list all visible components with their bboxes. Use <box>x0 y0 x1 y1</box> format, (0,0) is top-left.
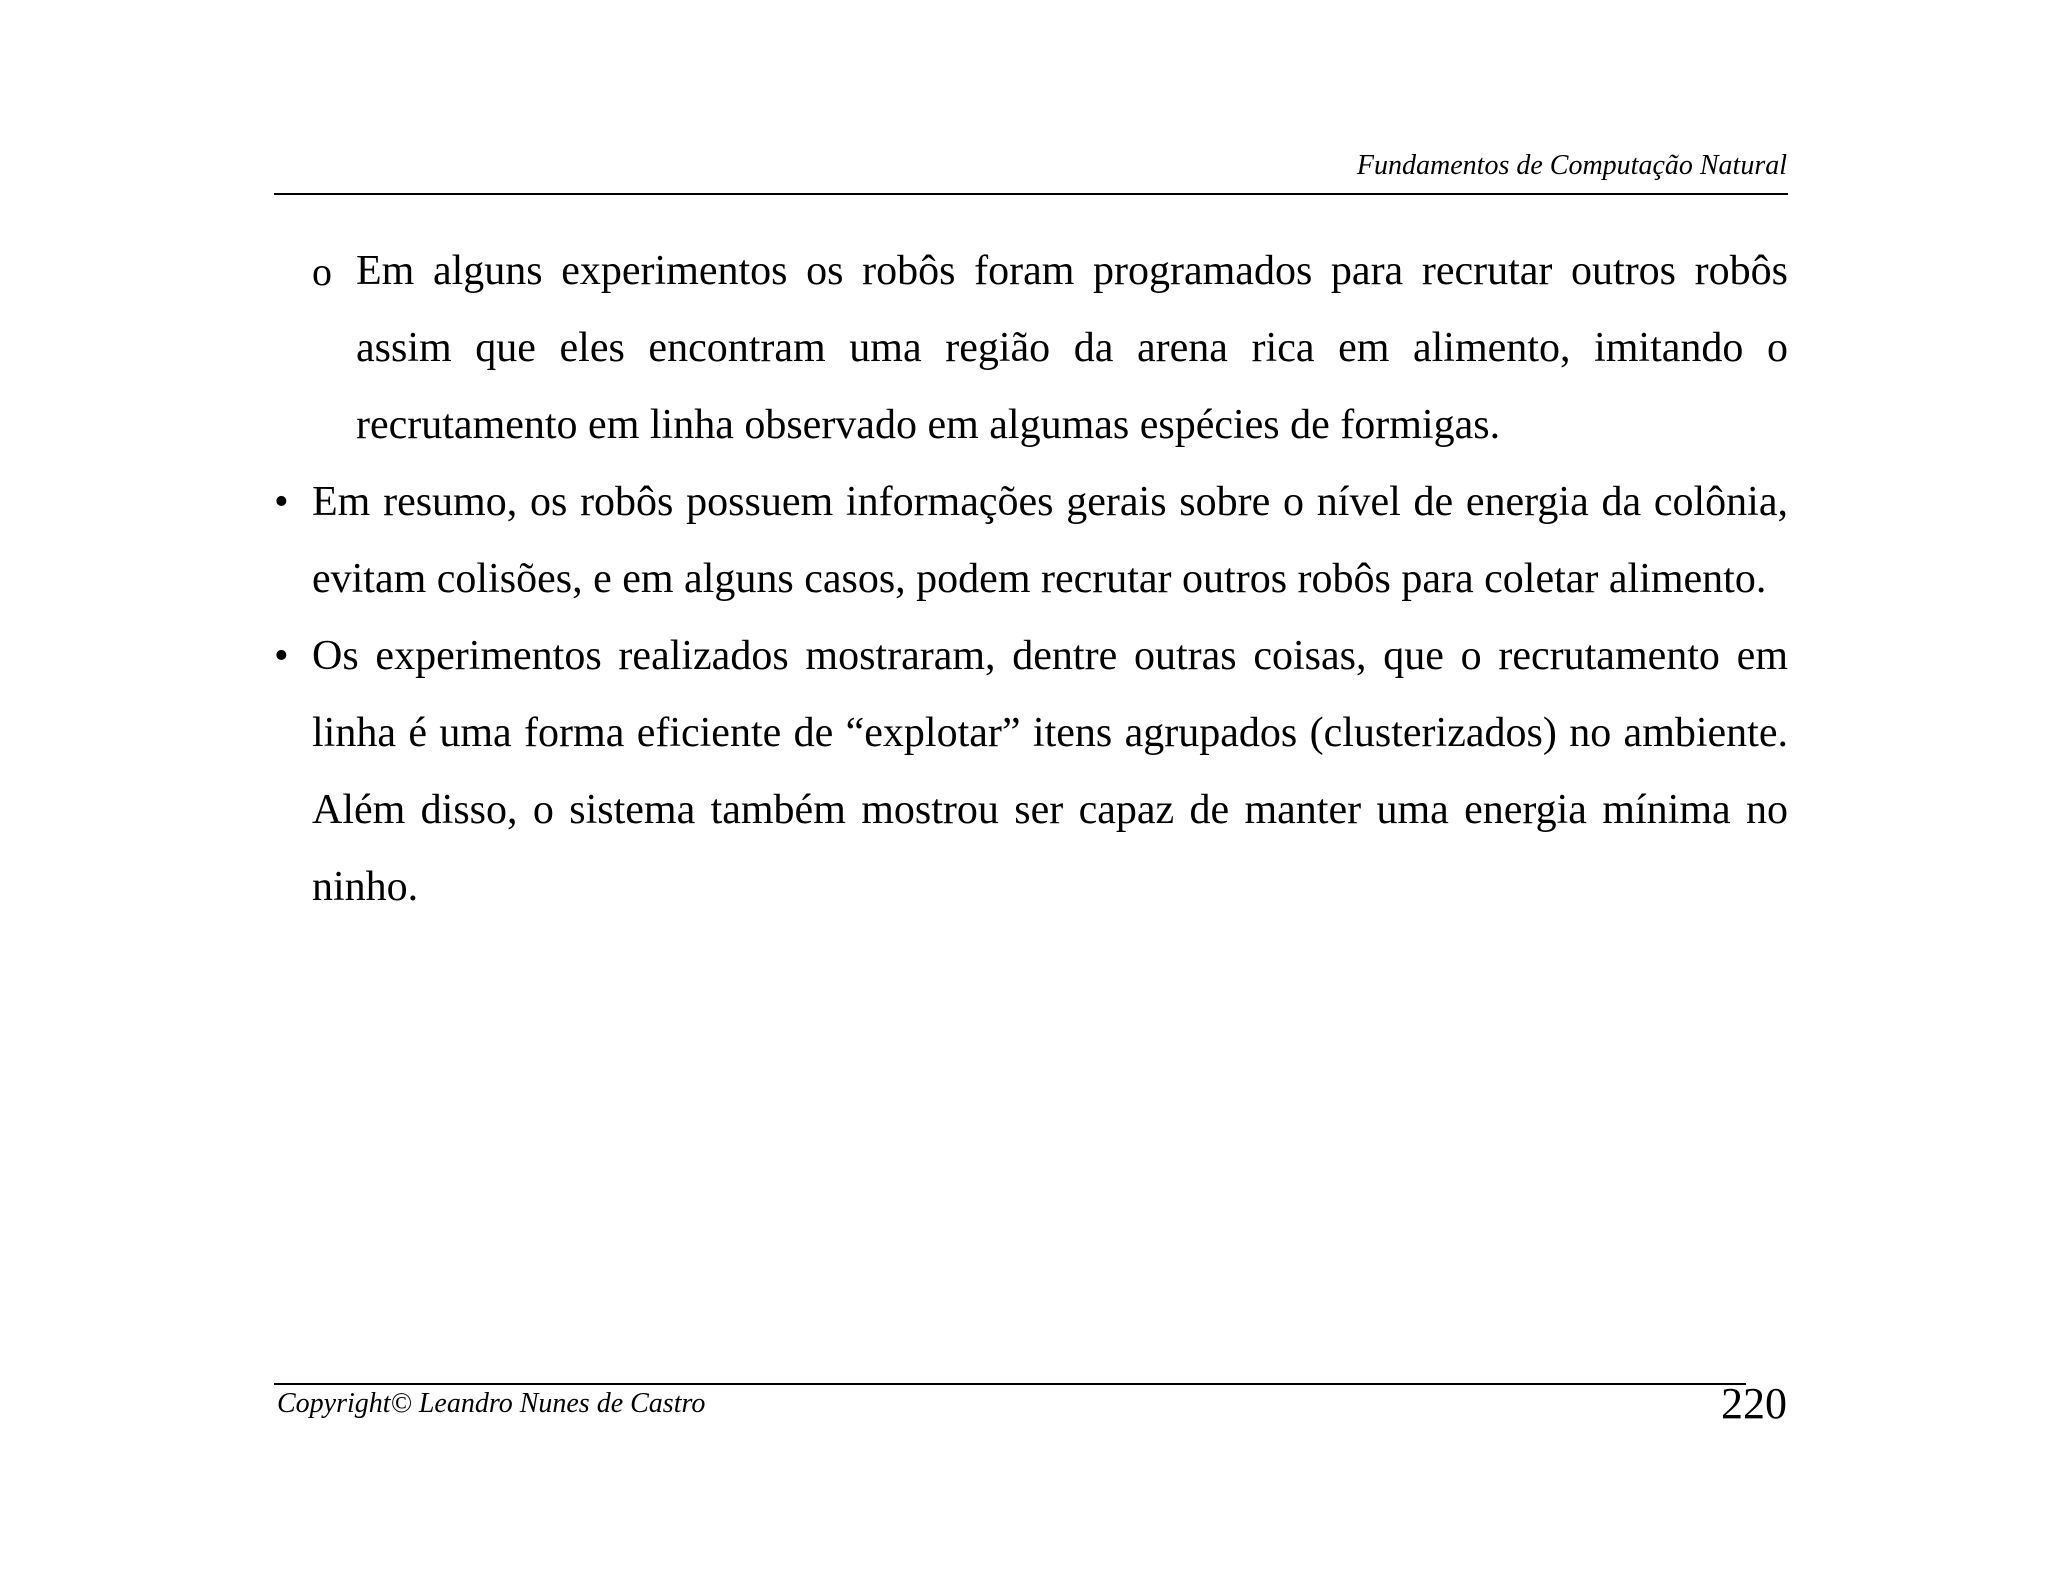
sub-bullet-item <box>274 233 1788 464</box>
footer-divider <box>274 1383 1746 1385</box>
bullet-icon: • <box>274 633 289 679</box>
header-divider <box>274 193 1788 195</box>
bullet-text: Em resumo, os robôs possuem informações gerais sobre o nível de energia da colônia, evitam colisões, e em alguns casos, podem recrutar outros robôs para coletar alimento. <box>312 479 1788 602</box>
running-header: Fundamentos de Computação Natural <box>1356 150 1787 181</box>
bullet-text: Em alguns experimentos os robôs foram programados para recrutar outros robôs assim que eles encontram uma região da arena rica em alimento, imitando o recrutamento em linha observado em algumas espécies de formigas. <box>356 248 1788 448</box>
bullet-text: Os experimentos realizados mostraram, dentre outras coisas, que o recrutamento em linha é uma forma eficiente de “explotar” itens agrupados (clusterizados) no ambiente. Além disso, o sistema também mostrou ser capaz de manter uma energia mínima no ninho. <box>312 633 1788 910</box>
bullet-item <box>274 464 1788 618</box>
copyright-notice: Copyright© Leandro Nunes de Castro <box>277 1388 706 1419</box>
bullet-icon: • <box>274 479 289 525</box>
page-body <box>274 233 1788 926</box>
bullet-item <box>274 618 1788 926</box>
hollow-bullet-icon: o <box>312 249 332 294</box>
page-number: 220 <box>1721 1379 1787 1428</box>
